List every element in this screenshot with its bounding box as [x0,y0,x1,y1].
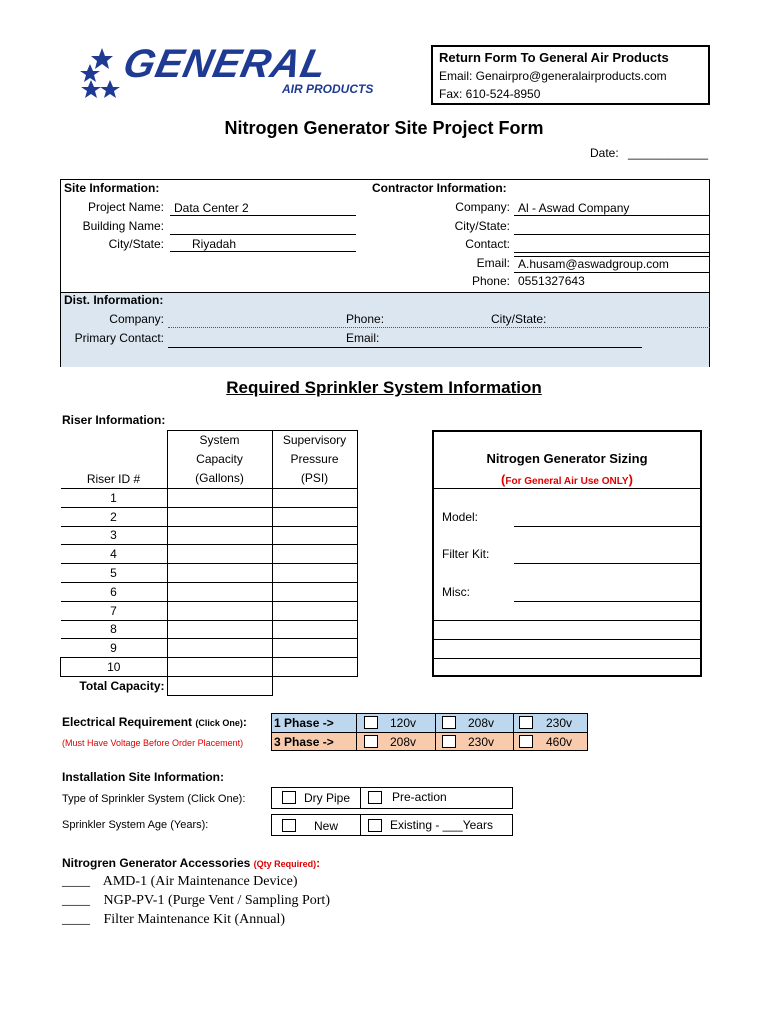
project-name-label: Project Name: [87,200,164,214]
dist-company-field[interactable] [168,313,710,328]
pressure-cell[interactable] [272,489,357,508]
dist-info-heading: Dist. Information: [64,293,164,307]
phase1-opt1-checkbox[interactable] [364,716,378,729]
capacity-cell[interactable] [167,507,272,526]
phase1-opt1-label: 120v [390,716,417,730]
accessory-label: AMD-1 (Air Maintenance Device) [102,874,298,889]
table-row [61,658,358,677]
contractor-email-label: Email: [476,256,510,270]
pressure-cell[interactable] [272,601,357,620]
sizing-note: (For General Air Use ONLY) [501,472,633,487]
contractor-city-state-label: City/State: [454,219,510,233]
phase1-label: 1 Phase -> [274,716,334,730]
primary-contact-label: Primary Contact: [74,331,164,345]
pressure-cell[interactable] [272,582,357,601]
pressure-cell[interactable] [272,658,357,677]
model-field[interactable] [514,525,700,527]
riser-id-cell: 9 [61,639,168,658]
phase3-opt2-label: 230v [468,735,495,749]
pressure-cell[interactable] [272,639,357,658]
primary-contact-field[interactable] [168,333,642,348]
riser-id-cell: 2 [61,507,168,526]
project-name-field[interactable]: Data Center 2 [170,201,356,216]
phase3-opt1-checkbox[interactable] [364,735,378,748]
building-name-field[interactable] [170,220,356,235]
dist-email-label: Email: [346,331,380,345]
phase3-opt2-checkbox[interactable] [442,735,456,748]
dist-company-label: Company: [109,312,164,326]
capacity-cell[interactable] [167,658,272,677]
contractor-phone-label: Phone: [471,274,510,288]
table-row [61,526,358,545]
age-new-label: New [314,819,339,833]
riser-id-cell: 7 [61,601,168,620]
capacity-cell[interactable] [167,582,272,601]
contractor-company-label: Company: [455,200,510,214]
logo-subtitle: AIR PRODUCTS [282,82,374,96]
capacity-cell[interactable] [167,526,272,545]
dist-city-state-label: City/State: [491,312,547,326]
accessory-qty-field[interactable]: ____ [62,912,90,927]
pre-action-checkbox[interactable] [368,791,382,804]
pressure-cell[interactable] [272,620,357,639]
return-box-email: Email: Genairpro@generalairproducts.com [439,69,667,83]
site-city-state-label: City/State: [108,237,164,251]
capacity-cell[interactable] [167,489,272,508]
table-row [61,582,358,601]
capacity-header: System Capacity (Gallons) [167,431,272,489]
table-row [61,639,358,658]
riser-id-cell: 8 [61,620,168,639]
sprinkler-age-label: Sprinkler System Age (Years): [62,819,209,831]
pressure-header: Supervisory Pressure (PSI) [272,431,357,489]
phase-grid [271,713,588,751]
model-label: Model: [442,510,479,524]
installation-heading: Installation Site Information: [62,770,225,784]
dist-phone-label: Phone: [346,312,385,326]
phase1-opt2-checkbox[interactable] [442,716,456,729]
sprinkler-type-label: Type of Sprinkler System (Click One): [62,793,246,805]
riser-id-cell: 4 [61,545,168,564]
sprinkler-type-box [271,787,513,809]
page-title: Nitrogen Generator Site Project Form [224,118,544,138]
riser-id-cell: 6 [61,582,168,601]
contractor-info-heading: Contractor Information: [372,181,507,195]
electrical-note: (Must Have Voltage Before Order Placement) [62,738,244,748]
site-info-heading: Site Information: [64,181,160,195]
dry-pipe-checkbox[interactable] [282,791,296,804]
riser-id-cell: 1 [61,489,168,508]
pressure-cell[interactable] [272,526,357,545]
riser-id-cell: 5 [61,564,168,583]
filter-kit-field[interactable] [514,562,700,564]
riser-id-cell: 3 [61,526,168,545]
building-name-label: Building Name: [82,219,164,233]
company-logo [80,44,380,100]
accessories-heading: Nitrogren Generator Accessories (Qty Required): [62,856,321,870]
table-row [61,507,358,526]
date-label: Date: [590,146,619,160]
pressure-cell[interactable] [272,564,357,583]
misc-field[interactable] [514,600,700,602]
age-existing-checkbox[interactable] [368,819,382,832]
capacity-cell[interactable] [167,564,272,583]
filter-kit-label: Filter Kit: [442,547,490,561]
sizing-title: Nitrogen Generator Sizing [486,451,648,466]
accessory-item [62,874,298,890]
total-capacity-cell[interactable] [167,676,272,695]
table-row [61,564,358,583]
riser-id-header: Riser ID # [61,431,168,489]
riser-info-heading: Riser Information: [62,413,166,427]
contractor-city-state-field[interactable] [514,220,710,235]
table-row [61,620,358,639]
accessory-qty-field[interactable]: ____ [62,893,90,908]
accessory-label: NGP-PV-1 (Purge Vent / Sampling Port) [103,893,330,908]
table-row [61,545,358,564]
return-form-box [431,45,710,105]
contractor-company-field[interactable]: Al - Aswad Company [514,201,710,216]
phase3-label: 3 Phase -> [274,735,334,749]
misc-label: Misc: [442,585,470,599]
pre-action-label: Pre-action [392,790,447,804]
accessory-qty-field[interactable]: ____ [62,874,90,889]
age-existing-label: Existing - ___Years [390,818,493,832]
age-new-checkbox[interactable] [282,819,296,832]
capacity-cell[interactable] [167,620,272,639]
site-city-state-field[interactable]: Riyadah [170,237,356,252]
contractor-phone-field[interactable]: 0551327643 [518,274,585,288]
phase3-opt3-checkbox[interactable] [519,735,533,748]
sprinkler-age-box [271,814,513,836]
electrical-requirement-label: Electrical Requirement (Click One): [62,715,247,729]
riser-id-cell: 10 [61,658,168,677]
total-capacity-label: Total Capacity: [61,676,168,695]
pressure-cell[interactable] [272,545,357,564]
capacity-cell[interactable] [167,601,272,620]
phase3-opt1-label: 208v [390,735,417,749]
sprinkler-section-heading: Required Sprinkler System Information [226,378,542,397]
table-row [61,489,358,508]
generator-sizing-box [432,430,702,677]
accessory-label: Filter Maintenance Kit (Annual) [103,912,286,927]
accessory-item [62,893,330,909]
dry-pipe-label: Dry Pipe [304,791,351,805]
return-box-fax: Fax: 610-524-8950 [439,87,541,101]
phase1-opt2-label: 208v [468,716,495,730]
logo-wordmark: GENERAL [119,42,332,86]
contractor-contact-field[interactable] [514,238,710,253]
capacity-cell[interactable] [167,545,272,564]
contractor-contact-label: Contact: [465,237,510,251]
return-box-title: Return Form To General Air Products [439,50,669,65]
capacity-cell[interactable] [167,639,272,658]
table-row [61,601,358,620]
phase1-opt3-label: 230v [546,716,573,730]
date-field[interactable]: ____________ [628,146,709,160]
accessory-item [62,912,285,928]
phase1-opt3-checkbox[interactable] [519,716,533,729]
pressure-cell[interactable] [272,507,357,526]
contractor-email-field[interactable]: A.husam@aswadgroup.com [514,256,710,273]
riser-table [60,430,358,696]
phase3-opt3-label: 460v [546,735,573,749]
